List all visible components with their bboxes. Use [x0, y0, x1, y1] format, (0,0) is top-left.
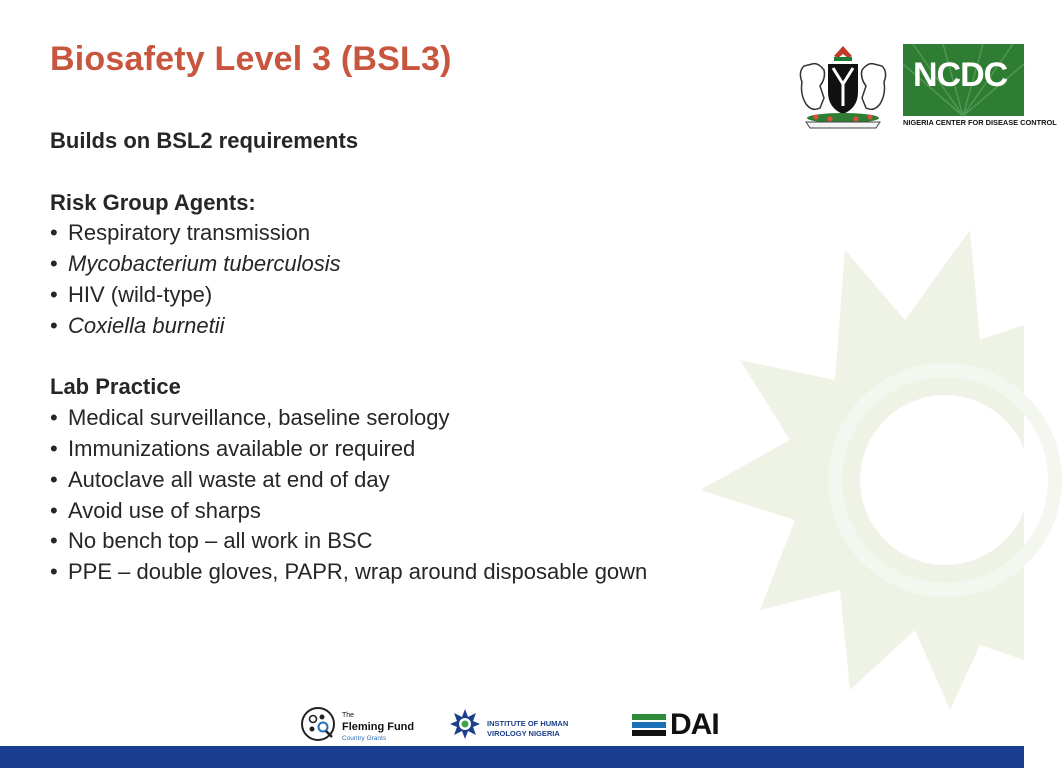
- bullet-icon: •: [50, 528, 58, 554]
- bullet-text: Respiratory transmission: [68, 220, 311, 246]
- bullet-item: [50, 218, 770, 249]
- bullet-item: [50, 249, 770, 280]
- bullet-icon: •: [50, 466, 58, 492]
- fleming-fund-text: [342, 711, 414, 744]
- footer-bar: [0, 746, 1024, 768]
- bullet-text: Immunizations available or required: [68, 435, 416, 461]
- bullet-text: Mycobacterium tuberculosis: [68, 251, 341, 277]
- ihv-emblem-icon: [449, 708, 481, 740]
- bullet-text: Autoclave all waste at end of day: [68, 466, 390, 492]
- ihv-line2: VIROLOGY NIGERIA: [487, 729, 560, 738]
- dai-logo: [630, 704, 730, 744]
- fleming-sub: Country Grants: [342, 735, 387, 742]
- nigeria-coat-of-arms-icon: [790, 42, 896, 130]
- bullet-item: [50, 403, 770, 434]
- ncdc-logo-subtitle: NIGERIA CENTER FOR DISEASE CONTROL: [903, 118, 1057, 127]
- dai-logo-text: DAI: [670, 708, 719, 741]
- ihv-nigeria-logo: [447, 704, 587, 744]
- bullet-text: Avoid use of sharps: [68, 497, 261, 523]
- slide-content: [50, 126, 770, 588]
- bullet-item: [50, 526, 770, 557]
- fleming-the: The: [342, 712, 355, 719]
- fleming-fund-emblem-icon: [300, 706, 336, 742]
- fleming-name: Fleming Fund: [342, 721, 415, 733]
- bullet-icon: •: [50, 220, 58, 246]
- ncdc-badge: [903, 44, 1024, 116]
- ncdc-logo: [903, 44, 1057, 130]
- ncdc-logo-text: NCDC: [913, 56, 1008, 94]
- ihv-line1: INSTITUTE OF HUMAN: [487, 719, 569, 728]
- bullet-icon: •: [50, 405, 58, 431]
- spacer: [50, 157, 770, 188]
- bullet-text: Coxiella burnetii: [68, 312, 225, 338]
- bullet-text: Medical surveillance, baseline serology: [68, 405, 450, 431]
- intro-heading: Builds on BSL2 requirements: [50, 128, 359, 153]
- bullet-item: [50, 465, 770, 496]
- bullet-item: [50, 434, 770, 465]
- slide-title: Biosafety Level 3 (BSL3): [50, 40, 452, 78]
- dai-stripes-icon: [632, 714, 666, 736]
- section-heading-lab-practice: Lab Practice: [50, 374, 181, 400]
- section-heading-risk-group: Risk Group Agents:: [50, 189, 256, 215]
- bullet-icon: •: [50, 281, 58, 307]
- bullet-text: No bench top – all work in BSC: [68, 528, 373, 554]
- bullet-icon: •: [50, 312, 58, 338]
- fleming-fund-logo: [300, 704, 430, 744]
- bullet-item: [50, 280, 770, 311]
- bullet-icon: •: [50, 497, 58, 523]
- bullet-text: PPE – double gloves, PAPR, wrap around disposable gown: [68, 559, 648, 585]
- bullet-item: [50, 496, 770, 527]
- bullet-icon: •: [50, 435, 58, 461]
- bullet-item: [50, 557, 770, 588]
- bullet-icon: •: [50, 559, 58, 585]
- ihv-text: [487, 719, 568, 739]
- spacer: [50, 342, 770, 373]
- bullet-icon: •: [50, 251, 58, 277]
- bullet-text: HIV (wild-type): [68, 281, 213, 307]
- bullet-item: [50, 311, 770, 342]
